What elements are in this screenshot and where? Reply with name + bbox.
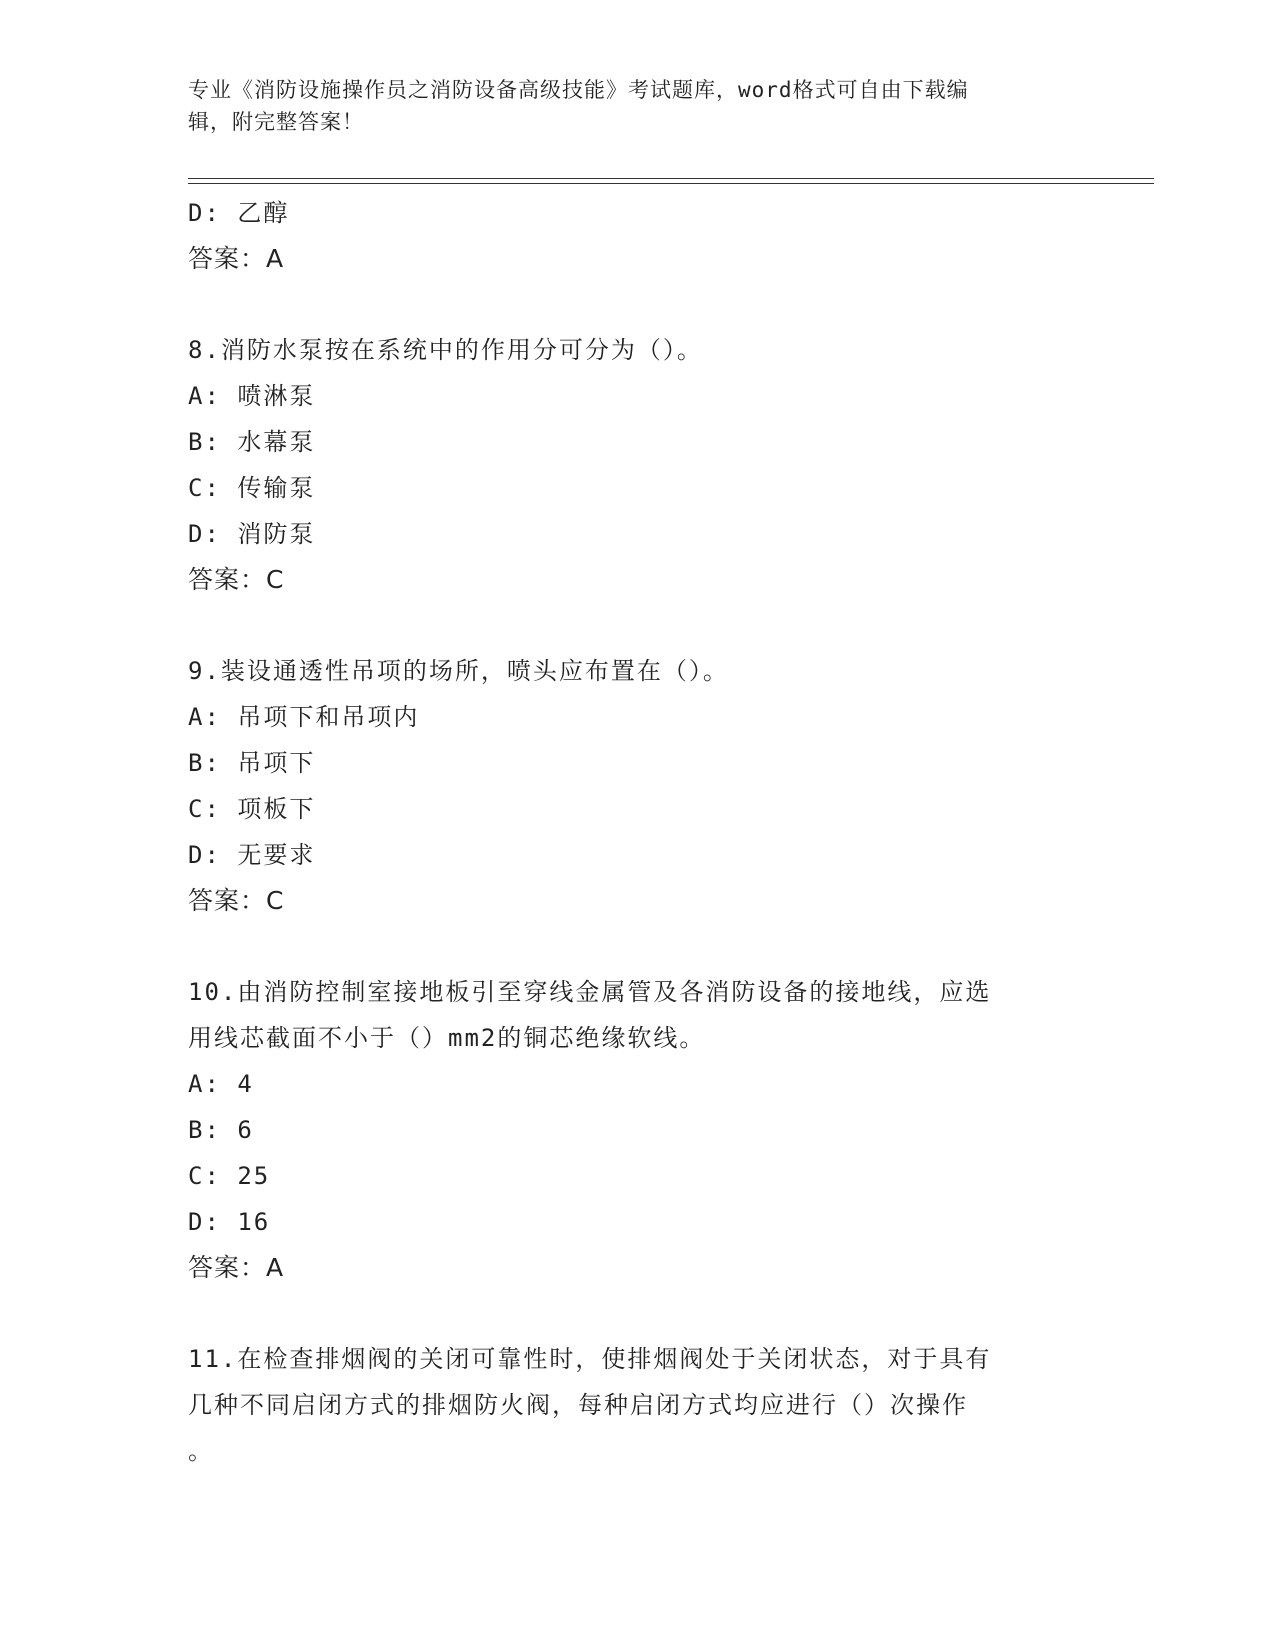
- question-stem-line-2: 用线芯截面不小于（）mm2的铜芯绝缘软线。: [188, 1024, 706, 1052]
- question-stem-line-1: 11.在检查排烟阀的关闭可靠性时，使排烟阀处于关闭状态，对于具有: [188, 1345, 992, 1373]
- header-divider-bottom: [188, 183, 1154, 184]
- option-c: C: 传输泵: [188, 474, 316, 502]
- question-stem-line-2: 几种不同启闭方式的排烟防火阀，每种启闭方式均应进行（）次操作: [188, 1391, 968, 1419]
- option-b: B: 吊项下: [188, 749, 316, 777]
- option-d: D: 消防泵: [188, 520, 316, 548]
- question-stem: 9.装设通透性吊项的场所，喷头应布置在（）。: [188, 657, 729, 685]
- answer: 答案：A: [188, 1253, 285, 1282]
- option-a: A: 喷淋泵: [188, 382, 316, 410]
- option-c: C: 项板下: [188, 795, 316, 823]
- question-stem-line-3: 。: [188, 1437, 214, 1465]
- option-d: D: 乙醇: [188, 199, 290, 227]
- question-8: [188, 327, 1088, 603]
- question-7-tail: [188, 190, 1088, 282]
- question-stem-line-1: 10.由消防控制室接地板引至穿线金属管及各消防设备的接地线，应选: [188, 978, 992, 1006]
- question-9: [188, 648, 1088, 924]
- answer: 答案：C: [188, 565, 285, 594]
- option-d: D: 无要求: [188, 841, 316, 869]
- option-b: B: 6: [188, 1116, 254, 1144]
- option-d: D: 16: [188, 1208, 271, 1236]
- question-stem: 8.消防水泵按在系统中的作用分可分为（）。: [188, 336, 703, 364]
- intro-line-2: 辑，附完整答案！: [188, 110, 364, 134]
- question-10: [188, 969, 1088, 1291]
- header-divider-top: [188, 178, 1154, 179]
- option-a: A: 吊项下和吊项内: [188, 703, 420, 731]
- option-b: B: 水幕泵: [188, 428, 316, 456]
- option-a: A: 4: [188, 1070, 254, 1098]
- intro-line-1: 专业《消防设施操作员之消防设备高级技能》考试题库，word格式可自由下载编: [188, 78, 969, 102]
- option-c: C: 25: [188, 1162, 271, 1190]
- document-intro: [188, 74, 1078, 138]
- answer: 答案：C: [188, 886, 285, 915]
- answer: 答案：A: [188, 244, 285, 273]
- question-11: [188, 1336, 1088, 1474]
- question-list: [188, 190, 1088, 1474]
